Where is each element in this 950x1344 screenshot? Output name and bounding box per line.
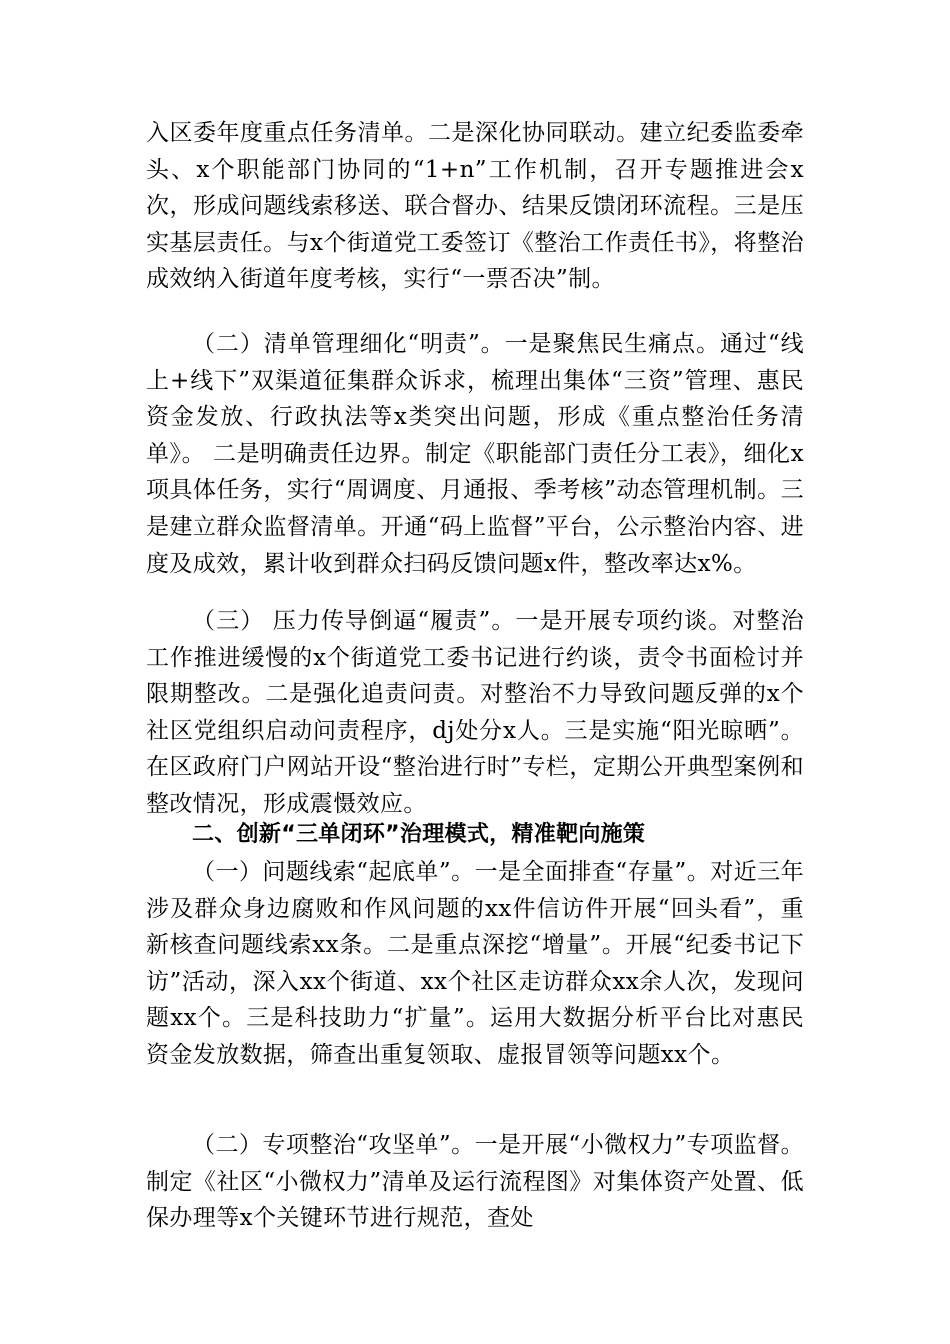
paragraph-special-rectification: （二）专项整治“攻坚单”。一是开展“小微权力”专项监督。制定《社区“小微权力”清单及运行流程图》对集体资产处置、低保办理等x个关键环节进行规范，查处: [146, 1132, 804, 1232]
paragraph-continuation: 入区委年度重点任务清单。二是深化协同联动。建立纪委监委牵头、x个职能部门协同的“1+n”工作机制，召开专题推进会x次，形成问题线索移送、联合督办、结果反馈闭环流程。三是压实基层责任。与x个街道党工委签订《整治工作责任书》，将整治成效纳入街道年度考核，实行“一票否决”制。: [146, 120, 804, 293]
paragraph-list-management: （二）清单管理细化“明责”。一是聚焦民生痛点。通过“线上+线下”双渠道征集群众诉求，梳理出集体“三资”管理、惠民资金发放、行政执法等x类突出问题，形成《重点整治任务清单》。 二是明确责任边界。制定《职能部门责任分工表》，细化x项具体任务，实行“周调度、月通报、季考核”动态管理机制。三是建立群众监督清单。开通“码上监督”平台，公示整治内容、进度及成效，累计收到群众扫码反馈问题x件，整改率达x%。: [146, 331, 804, 577]
section-heading: 二、创新“三单闭环”治理模式，精准靶向施策: [192, 822, 646, 847]
paragraph-pressure-transmission: （三） 压力传导倒逼“履责”。一是开展专项约谈。对整治工作推进缓慢的x个街道党工委书记进行约谈，责令书面检讨并限期整改。二是强化追责问责。对整治不力导致问题反弹的x个社区党组织启动问责程序，dj处分x人。三是实施“阳光晾晒”。在区政府门户网站开设“整治进行时”专栏，定期公开典型案例和整改情况，形成震慑效应。: [146, 608, 804, 817]
paragraph-problem-clues: （一）问题线索“起底单”。一是全面排查“存量”。对近三年涉及群众身边腐败和作风问题的xx件信访件开展“回头看”，重新核查问题线索xx条。二是重点深挖“增量”。开展“纪委书记下访”活动，深入xx个街道、xx个社区走访群众xx余人次，发现问题xx个。三是科技助力“扩量”。运用大数据分析平台比对惠民资金发放数据，筛查出重复领取、虚报冒领等问题xx个。: [146, 859, 804, 1068]
